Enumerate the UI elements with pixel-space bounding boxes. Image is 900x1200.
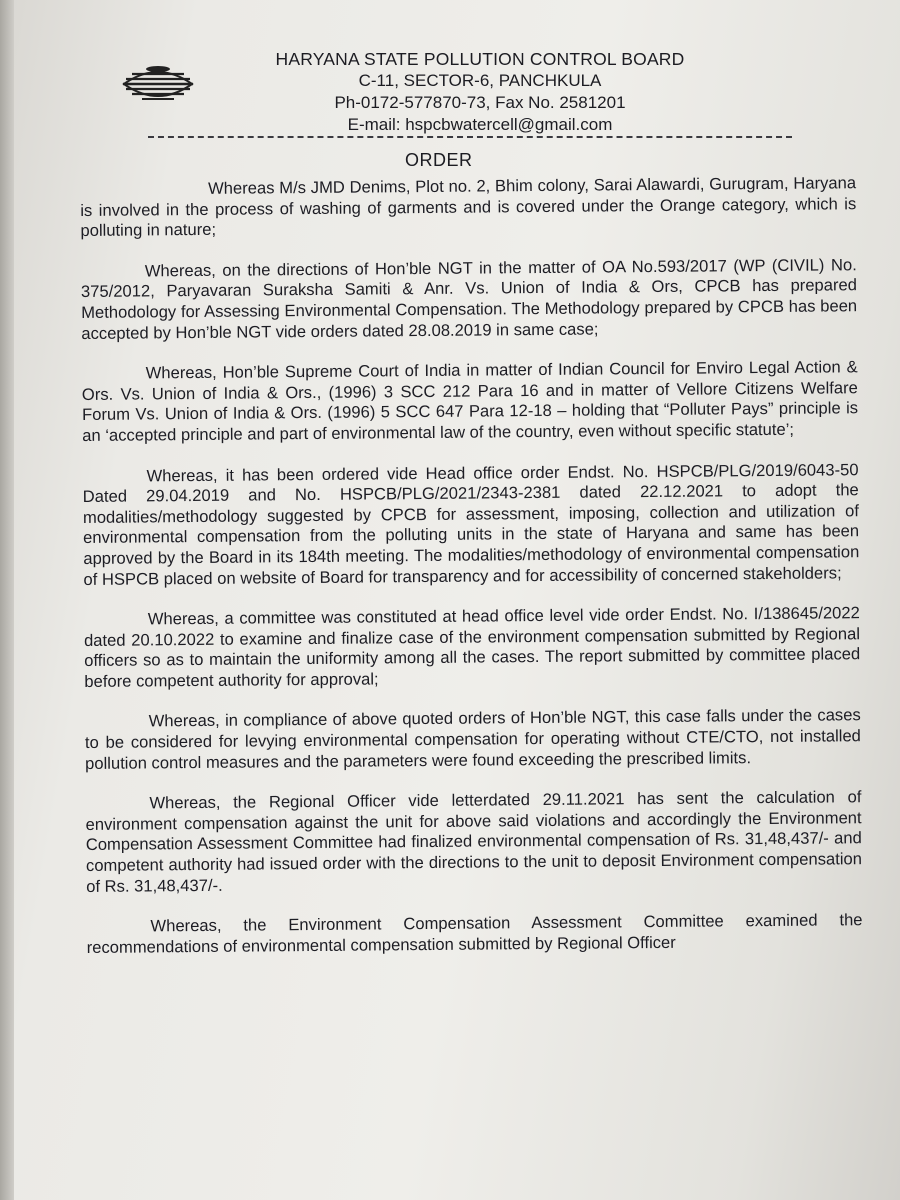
paragraph: Whereas, Hon’ble Supreme Court of India in matter of Indian Council for Enviro Legal Action & Ors. Vs. Union of India & Ors., (1996) 3 SCC 212 Para 16 and in matter of Vellore Citizens Welfare Forum Vs. Union of India & Ors. (1996) 5 SCC 647 Para 12-18 – holding that “Polluter Pays” principle is an ‘accepted principle and part of environmental law of the country, even without specific statute’; bbox=[81, 357, 859, 445]
paragraph: Whereas, in compliance of above quoted orders of Hon’ble NGT, this case falls under the cases to be considered for levying environmental compensation for operating without CTE/CTO, not installed pollution control measures and the parameters were found exceeding the prescribed limits. bbox=[84, 705, 861, 773]
letterhead-text bbox=[220, 48, 740, 136]
organization-name: HARYANA STATE POLLUTION CONTROL BOARD bbox=[275, 49, 685, 69]
header-divider bbox=[148, 136, 792, 138]
organization-address: C-11, SECTOR-6, PANCHKULA bbox=[358, 71, 602, 90]
email-line: E-mail: hspcbwatercell@gmail.com bbox=[347, 115, 613, 134]
paragraph: Whereas M/s JMD Denims, Plot no. 2, Bhim colony, Sarai Alawardi, Gurugram, Haryana is involved in the process of washing of garments and is covered under the Orange category, which is polluting in nature; bbox=[80, 173, 857, 241]
letterhead bbox=[0, 0, 900, 170]
paragraph: Whereas, on the directions of Hon’ble NGT in the matter of OA No.593/2017 (WP (CIVIL) No. 375/2012, Paryavaran Suraksha Samiti & Anr. Vs. Union of India & Ors, CPCB has prepared Methodology for Assessing Environmental Compensation. The Methodology prepared by CPCB has been accepted by Hon’ble NGT vide orders dated 28.08.2019 in same case; bbox=[80, 255, 858, 343]
hspcb-logo-icon bbox=[118, 62, 198, 106]
document-body bbox=[80, 173, 863, 978]
paragraph: Whereas, it has been ordered vide Head office order Endst. No. HSPCB/PLG/2019/6043-50 Dated 29.04.2019 and No. HSPCB/PLG/2021/2343-2381 dated 22.12.2021 to adopt the modalities/methodology suggested by CPCB for assessment, imposing, collection and utilization of environmental compensation from the polluting units in the state of Haryana and same has been approved by the Board in its 184th meeting. The modalities/methodology of environmental compensation of HSPCB placed on website of Board for transparency and for accessibility of concerned stakeholders; bbox=[82, 459, 860, 589]
paragraph: Whereas, the Environment Compensation Assessment Committee examined the recommendations of environmental compensation submitted by Regional Officer bbox=[86, 910, 863, 957]
paragraph: Whereas, the Regional Officer vide letterdated 29.11.2021 has sent the calculation of environment compensation against the unit for above said violations and accordingly the Environment Compensation Assessment Committee had finalized environmental compensation of Rs. 31,48,437/- and competent authority had issued order with the directions to the unit to deposit Environment compensation of Rs. 31,48,437/-. bbox=[85, 787, 863, 896]
paragraph: Whereas, a committee was constituted at head office level vide order Endst. No. I/138645/2022 dated 20.10.2022 to examine and finalize case of the environment compensation submitted by Regional officers so as to maintain the uniformity among all the cases. The report submitted by committee placed before competent authority for approval; bbox=[83, 603, 861, 691]
phone-fax-line: Ph-0172-577870-73, Fax No. 2581201 bbox=[334, 93, 626, 112]
document-title: ORDER bbox=[405, 150, 473, 170]
